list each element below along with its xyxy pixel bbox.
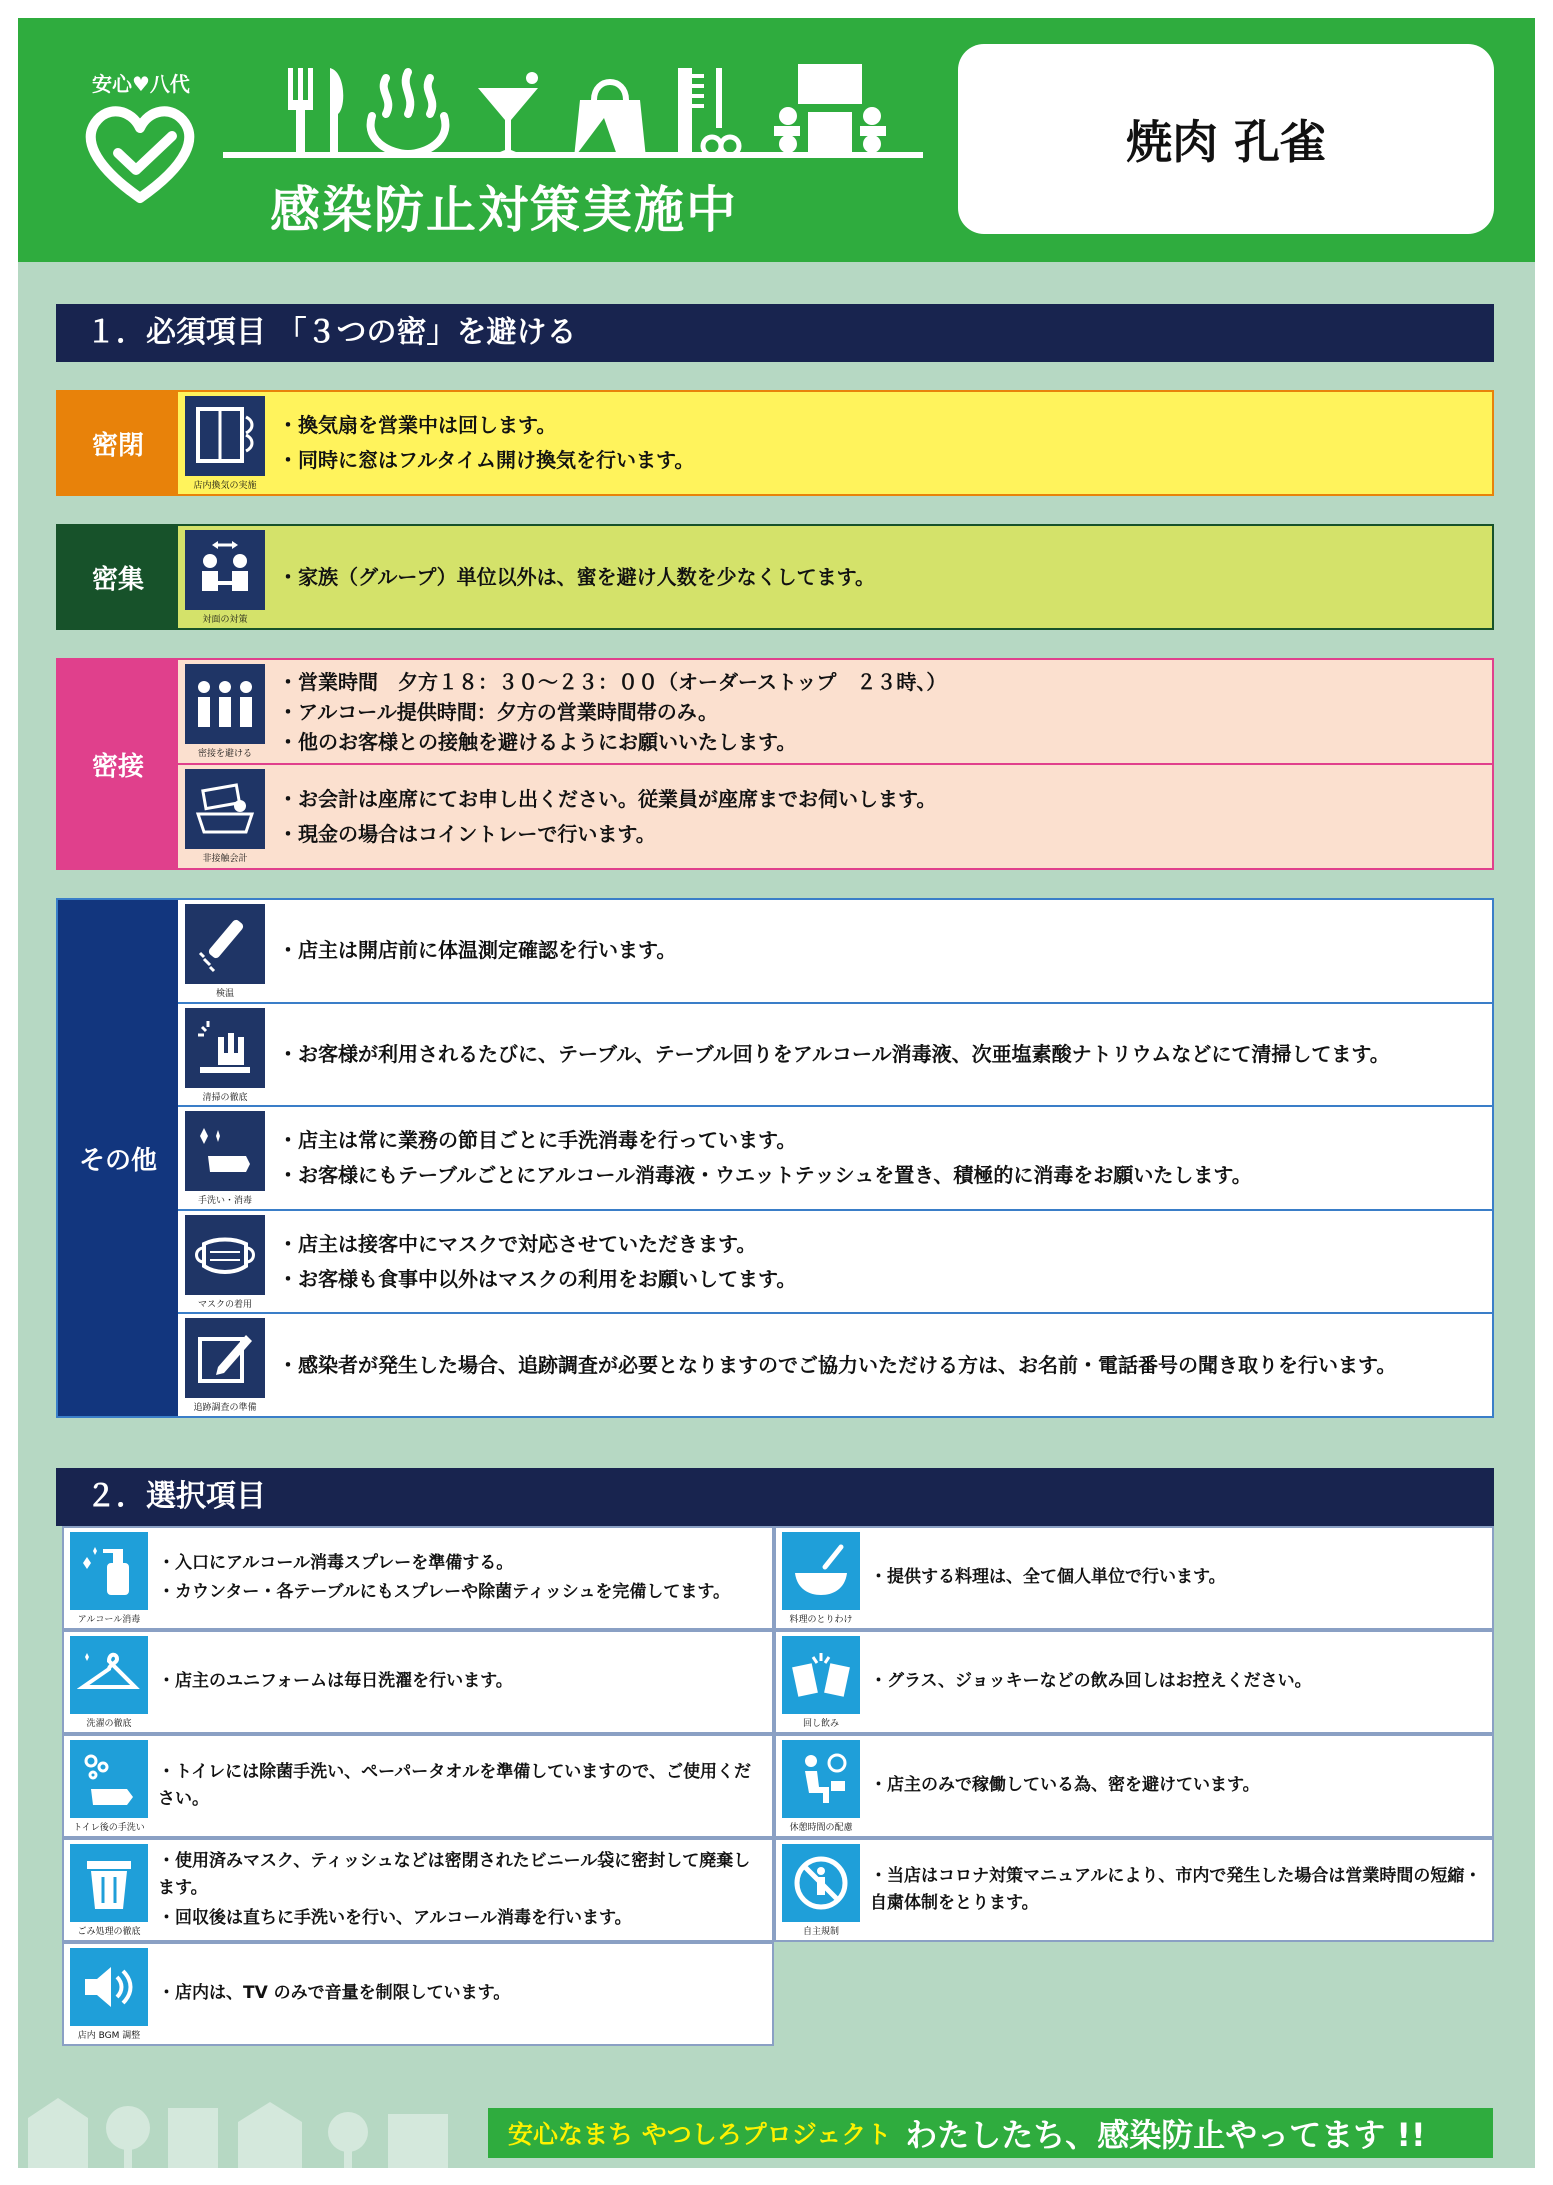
group-label: その他 xyxy=(58,900,178,1416)
group-label: 密集 xyxy=(58,526,178,628)
window-ventilation-icon xyxy=(185,396,265,476)
hot-spring-icon xyxy=(371,72,446,154)
row xyxy=(178,392,1492,494)
hand-wash-icon xyxy=(185,1111,265,1191)
header xyxy=(18,18,1535,262)
text-line: ・回収後は直ちに手洗いを行い、アルコール消毒を行います。 xyxy=(158,1907,632,1928)
slogan: わたしたち、感染防止やってます !! xyxy=(905,2116,1426,2154)
speaker-icon xyxy=(70,1948,148,2026)
text-line: ・当店はコロナ対策マニュアルにより、市内で発生した場合は営業時間の短縮・自粛体制をとります。 xyxy=(870,1865,1482,1913)
text-line: ・お客様が利用されるたびに、テーブル、テーブル回りをアルコール消毒液、次亜塩素酸ナトリウムなどにて清掃してます。 xyxy=(278,1041,1390,1066)
icon-caption: 洗濯の徹底 xyxy=(86,1718,132,1729)
thermometer-icon xyxy=(185,904,265,984)
icon-caption: 密接を避ける xyxy=(197,749,252,759)
row xyxy=(178,1107,1492,1211)
section1-title: １．必須項目 「３つの密」を避ける xyxy=(56,304,1494,362)
text-line: ・アルコール提供時間：夕方の営業時間帯のみ。 xyxy=(278,699,718,724)
section2-title: ２．選択項目 xyxy=(56,1468,1494,1526)
distance-people-icon xyxy=(185,664,265,744)
icon-caption: 検温 xyxy=(215,989,234,999)
poster xyxy=(18,18,1535,2168)
option-cell xyxy=(62,1942,774,2046)
footer-banner xyxy=(488,2108,1493,2158)
group-label: 密接 xyxy=(58,660,178,868)
logo-text: 安心♥八代 xyxy=(92,72,190,96)
text-line: ・営業時間 夕方１８：３０～２３：００（オーダーストップ ２３時、） xyxy=(278,669,947,694)
trash-can-icon xyxy=(70,1844,148,1922)
icon-caption: 自主規制 xyxy=(802,1926,839,1937)
icon-caption: ごみ処理の徹底 xyxy=(77,1926,141,1937)
text-line: ・他のお客様との接触を避けるようにお願いいたします。 xyxy=(278,729,797,754)
text-line: ・お客様にもテーブルごとにアルコール消毒液・ウエットテッシュを置き、積極的に消毒をお願いたします。 xyxy=(278,1162,1252,1187)
text-line: ・カウンター・各テーブルにもスプレーや除菌ティッシュを完備してます。 xyxy=(158,1582,731,1602)
alcohol-spray-icon xyxy=(70,1532,148,1610)
icon-caption: 店内換気の実施 xyxy=(193,481,257,491)
icon-caption: 店内 BGM 調整 xyxy=(77,2030,141,2041)
face-to-face-icon xyxy=(185,530,265,610)
header-divider xyxy=(223,152,923,158)
text-line: ・店主のユニフォームは毎日洗濯を行います。 xyxy=(158,1671,513,1692)
option-cell xyxy=(774,1838,1494,1942)
option-cell xyxy=(62,1838,774,1942)
header-title: 感染防止対策実施中 xyxy=(270,181,738,239)
edit-form-icon xyxy=(185,1318,265,1398)
meeting-icon xyxy=(774,64,886,158)
project-name: 安心なまち やつしろプロジェクト xyxy=(508,2120,892,2149)
group-misshu xyxy=(56,524,1494,630)
option-cell xyxy=(62,1630,774,1734)
text-line: ・使用済みマスク、ティッシュなどは密閉されたビニール袋に密封して廃棄します。 xyxy=(158,1851,751,1899)
text-line: ・店主は接客中にマスクで対応させていただきます。 xyxy=(278,1231,757,1256)
shop-name: 焼肉 孔雀 xyxy=(1125,115,1326,169)
shop-name-box xyxy=(958,44,1494,234)
option-cell xyxy=(774,1734,1494,1838)
text-line: ・お会計は座席にてお申し出ください。従業員が座席までお伺いします。 xyxy=(278,786,937,811)
icon-caption: 手洗い・消毒 xyxy=(197,1196,252,1207)
hanger-icon xyxy=(70,1636,148,1714)
wiping-hand-icon xyxy=(185,1008,265,1088)
icon-caption: 料理のとりわけ xyxy=(789,1614,853,1625)
text-line: ・同時に窓はフルタイム開け換気を行います。 xyxy=(278,448,695,472)
text-line: ・店主のみで稼働している為、密を避けています。 xyxy=(870,1775,1260,1796)
option-cell xyxy=(774,1630,1494,1734)
row xyxy=(178,1314,1492,1416)
row xyxy=(178,900,1492,1004)
no-entry-icon xyxy=(782,1844,860,1922)
text-line: ・家族（グループ）単位以外は、蜜を避け人数を少なくしてます。 xyxy=(278,564,875,589)
option-cell xyxy=(62,1734,774,1838)
text-line: ・入口にアルコール消毒スプレーを準備する。 xyxy=(158,1552,514,1573)
text-line: ・お客様も食事中以外はマスクの利用をお願いしてます。 xyxy=(278,1266,797,1291)
icon-caption: マスクの着用 xyxy=(197,1299,252,1310)
beer-mugs-icon xyxy=(782,1636,860,1714)
option-cell xyxy=(62,1526,774,1630)
fork-knife-icon xyxy=(288,68,343,158)
icon-caption: 追跡調査の準備 xyxy=(193,1403,257,1414)
icon-caption: 非接触会計 xyxy=(202,854,248,864)
icon-caption: 回し飲み xyxy=(802,1718,839,1729)
icon-caption: 対面の対策 xyxy=(202,615,248,625)
group-label: 密閉 xyxy=(58,392,178,494)
text-line: ・現金の場合はコイントレーで行います。 xyxy=(278,821,656,846)
cash-tray-icon xyxy=(185,769,265,849)
icon-caption: 休憩時間の配慮 xyxy=(789,1822,853,1833)
break-time-icon xyxy=(782,1740,860,1818)
icon-caption: トイレ後の手洗い xyxy=(73,1822,145,1833)
serving-bowl-icon xyxy=(782,1532,860,1610)
text-line: ・提供する料理は、全て個人単位で行います。 xyxy=(870,1567,1226,1588)
option-cell xyxy=(774,1526,1494,1630)
text-line: ・感染者が発生した場合、追跡調査が必要となりますのでご協力いただける方は、お名前・電話番号の聞き取りを行います。 xyxy=(278,1352,1397,1377)
text-line: ・店内は、TV のみで音量を制限しています。 xyxy=(158,1983,511,2004)
group-other xyxy=(56,898,1494,1418)
text-line: ・店主は開店前に体温測定確認を行います。 xyxy=(278,938,677,963)
shopping-bag-icon xyxy=(574,82,646,158)
text-line: ・グラス、ジョッキーなどの飲み回しはお控えください。 xyxy=(870,1671,1312,1692)
heart-check-logo-icon xyxy=(80,98,200,208)
row xyxy=(178,1211,1492,1315)
group-missetsu xyxy=(56,658,1494,870)
mask-icon xyxy=(185,1215,265,1295)
icon-caption: 清掃の徹底 xyxy=(202,1092,248,1103)
row xyxy=(178,765,1492,868)
text-line: ・店主は常に業務の節目ごとに手洗消毒を行っています。 xyxy=(278,1127,797,1152)
text-line: ・トイレには除菌手洗い、ペーパータオルを準備していますので、ご使用ください。 xyxy=(158,1761,751,1809)
row xyxy=(178,526,1492,628)
row xyxy=(178,1004,1492,1108)
icon-caption: アルコール消毒 xyxy=(77,1614,141,1625)
row xyxy=(178,660,1492,765)
toilet-handwash-icon xyxy=(70,1740,148,1818)
cocktail-icon xyxy=(478,72,538,156)
comb-scissors-icon xyxy=(678,68,739,158)
group-mippei xyxy=(56,390,1494,496)
text-line: ・換気扇を営業中は回します。 xyxy=(278,413,557,437)
